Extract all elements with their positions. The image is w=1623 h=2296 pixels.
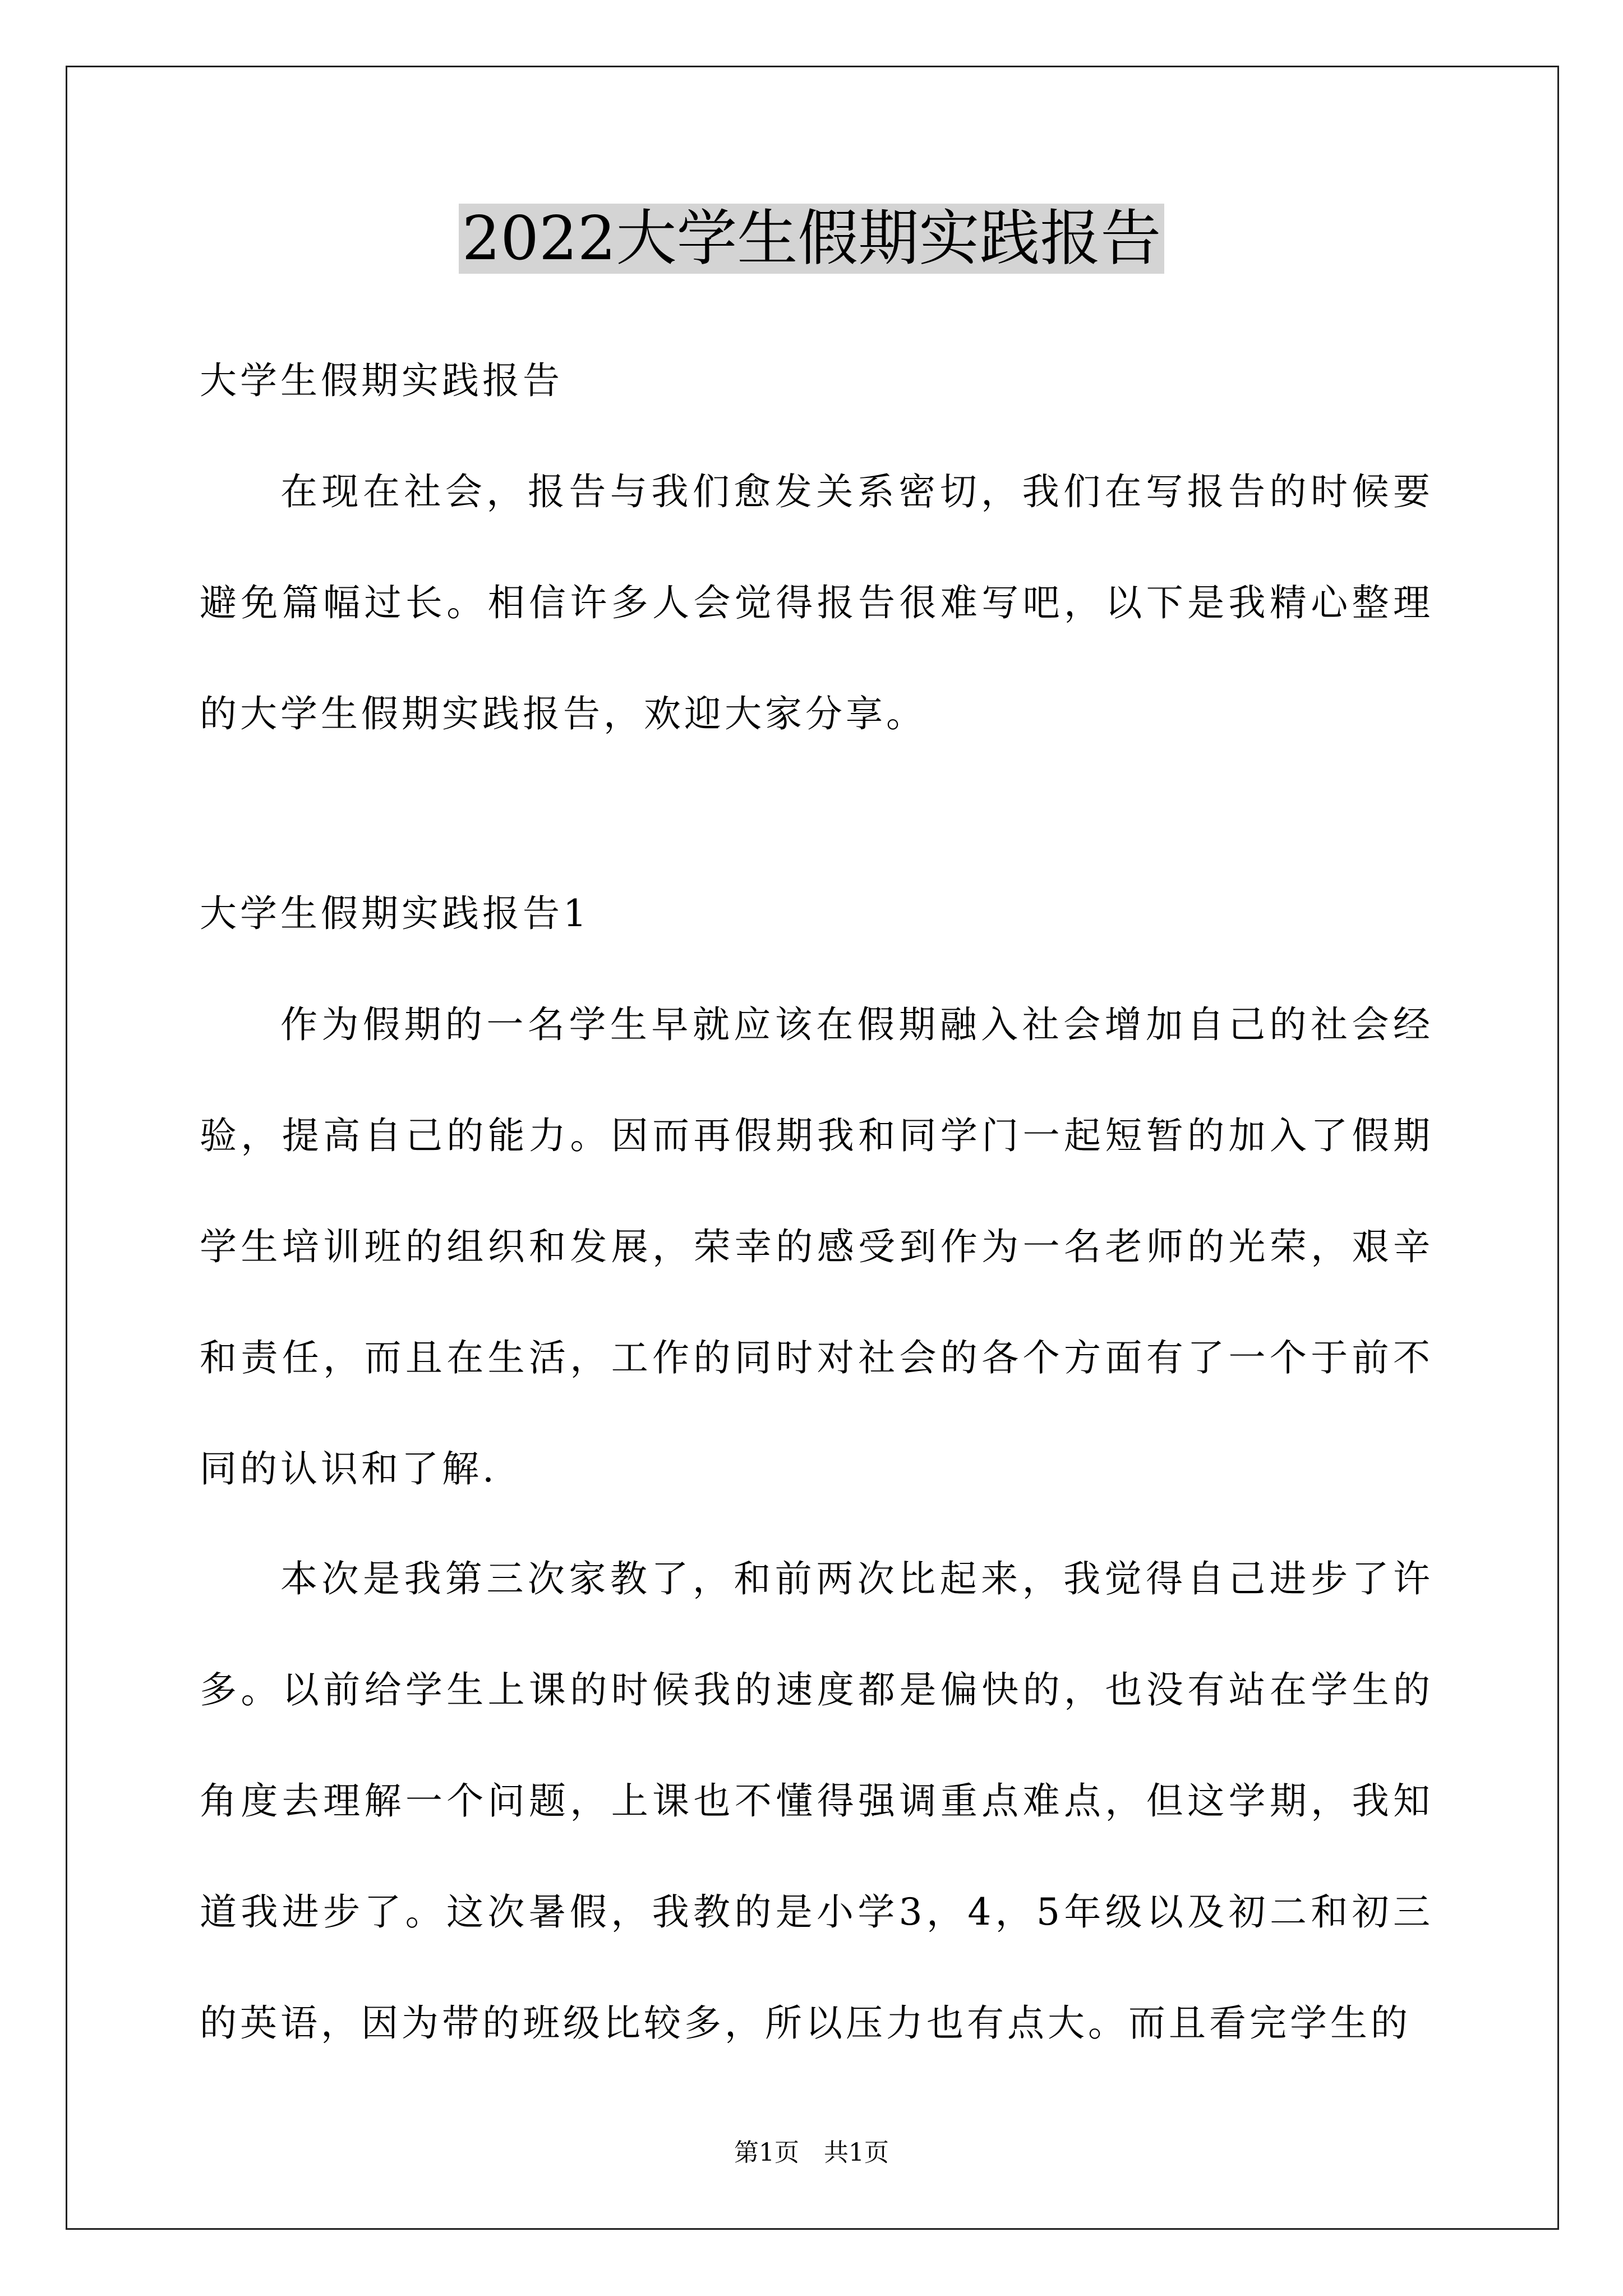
intro-paragraph: 在现在社会，报告与我们愈发关系密切，我们在写报告的时候要避免篇幅过长。相信许多人会觉得报告很难写吧，以下是我精心整理的大学生假期实践报告，欢迎大家分享。 — [200, 470, 1433, 735]
document-title — [0, 200, 1623, 278]
body-paragraph-1: 作为假期的一名学生早就应该在假期融入社会增加自己的社会经验，提高自己的能力。因而再假期我和同学门一起短暂的加入了假期学生培训班的组织和发展，荣幸的感受到作为一名老师的光荣，艰辛和责任，而且在生活，工作的同时对社会的各个方面有了一个于前不同的认识和了解. — [200, 1003, 1433, 1490]
subtitle: 大学生假期实践报告 — [200, 359, 563, 402]
document-title-text: 2022大学生假期实践报告 — [459, 204, 1165, 274]
body-paragraph-2: 本次是我第三次家教了，和前两次比起来，我觉得自己进步了许多。以前给学生上课的时候我的速度都是偏快的，也没有站在学生的角度去理解一个问题，上课也不懂得强调重点难点，但这学期，我知道我进步了。这次暑假，我教的是小学3，4，5年级以及初二和初三的英语，因为带的班级比较多，所以压力也有点大。而且看完学生的 — [200, 1557, 1433, 2045]
page-footer — [0, 2136, 1623, 2170]
page-number-total: 共1页 — [824, 2138, 889, 2167]
section-heading: 大学生假期实践报告1 — [200, 892, 590, 935]
page-number-current: 第1页 — [734, 2138, 799, 2167]
